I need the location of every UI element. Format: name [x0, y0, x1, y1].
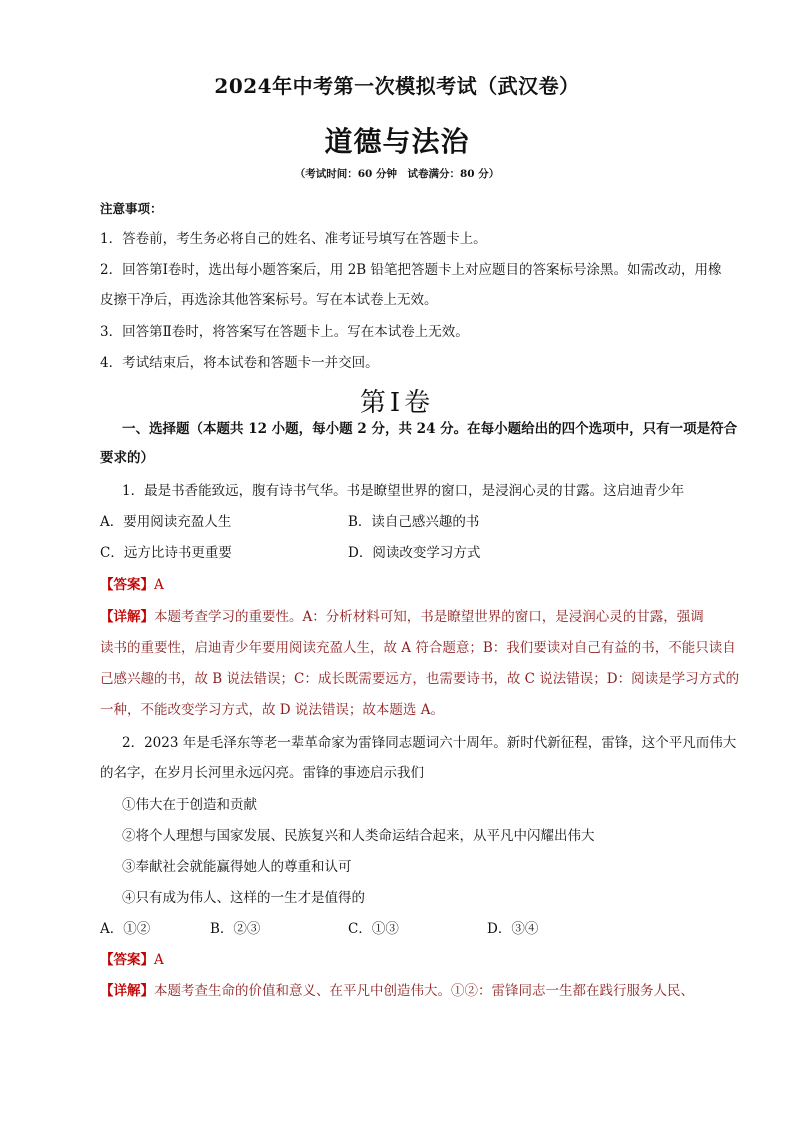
notice-item-2: 2．回答第Ⅰ卷时，选出每小题答案后，用 2B 铅笔把答题卡上对应题目的答案标号涂黑。如需改动，用橡	[100, 262, 722, 278]
q2-option-b: B．②③	[210, 921, 261, 937]
q1-answer-tag: 【答案】	[100, 577, 154, 593]
q2-statement-2: ②将个人理想与国家发展、民族复兴和人类命运结合起来，从平凡中闪耀出伟大	[122, 828, 595, 844]
q1-detail-2: 读书的重要性，启迪青少年要用阅读充盈人生，故 A 符合题意；B：我们要读对自己有益的书，不能只读自	[100, 640, 736, 656]
exam-info: （考试时间：60 分钟 试卷满分：80 分）	[294, 168, 500, 180]
q2-detail-text-1: 本题考查生命的价值和意义、在平凡中创造伟大。①②：雷锋同志一生都在践行服务人民、	[154, 983, 694, 999]
q2-answer-tag: 【答案】	[100, 952, 154, 968]
q2-stem-2: 的名字，在岁月长河里永远闪亮。雷锋的事迹启示我们	[100, 765, 424, 781]
q2-detail-1	[100, 981, 694, 1001]
notice-item-1: 1．答卷前，考生务必将自己的姓名、准考证号填写在答题卡上。	[100, 231, 487, 247]
q1-answer-value: A	[154, 577, 164, 593]
q2-detail-tag: 【详解】	[100, 983, 154, 999]
subject-title: 道德与法治	[324, 125, 470, 158]
q2-stem-1: 2．2023 年是毛泽东等老一辈革命家为雷锋同志题词六十周年。新时代新征程，雷锋，这个平凡而伟大	[122, 735, 737, 751]
q2-statement-4: ④只有成为伟人、这样的一生才是值得的	[122, 890, 365, 906]
q1-detail-4: 一种，不能改变学习方式，故 D 说法错误；故本题选 A。	[100, 702, 444, 718]
notice-item-4: 4．考试结束后，将本试卷和答题卡一并交回。	[100, 355, 379, 371]
q1-option-d: D．阅读改变学习方式	[348, 545, 481, 561]
q1-detail-1	[100, 607, 704, 627]
q2-statement-3: ③奉献社会就能赢得她人的尊重和认可	[122, 859, 352, 875]
volume-title: 第Ⅰ卷	[359, 388, 435, 418]
q2-answer-value: A	[154, 952, 164, 968]
q1-detail-3: 己感兴趣的书，故 B 说法错误；C：成长既需要远方，也需要诗书，故 C 说法错误；D：阅读是学习方式的	[100, 671, 740, 687]
exam-title: 2024年中考第一次模拟考试（武汉卷）	[214, 74, 580, 98]
q2-option-a: A．①②	[100, 921, 151, 937]
q1-stem: 1．最是书香能致远，腹有诗书气华。书是瞭望世界的窗口，是浸润心灵的甘露。这启迪青少年	[122, 483, 685, 499]
q2-option-c: C．①③	[348, 921, 399, 937]
q2-statement-1: ①伟大在于创造和贡献	[122, 797, 257, 813]
q1-answer	[100, 575, 164, 595]
q1-option-a: A．要用阅读充盈人生	[100, 514, 232, 530]
q1-option-c: C．远方比诗书更重要	[100, 545, 232, 561]
notice-item-2-cont: 皮擦干净后，再选涂其他答案标号。写在本试卷上无效。	[100, 292, 438, 308]
q1-detail-text-1: 本题考查学习的重要性。A：分析材料可知，书是瞭望世界的窗口，是浸润心灵的甘露，强调	[154, 609, 704, 625]
section-heading: 一、选择题（本题共 12 小题，每小题 2 分，共 24 分。在每小题给出的四个选项中，只有一项是符合	[122, 421, 738, 437]
notice-item-3: 3．回答第Ⅱ卷时，将答案写在答题卡上。写在本试卷上无效。	[100, 324, 469, 340]
q2-option-d: D．③④	[487, 921, 539, 937]
notice-title: 注意事项：	[100, 201, 163, 216]
section-heading-cont: 要求的）	[100, 450, 154, 466]
q1-option-b: B．读自己感兴趣的书	[348, 514, 480, 530]
q1-detail-tag: 【详解】	[100, 609, 154, 625]
q2-answer	[100, 950, 164, 970]
